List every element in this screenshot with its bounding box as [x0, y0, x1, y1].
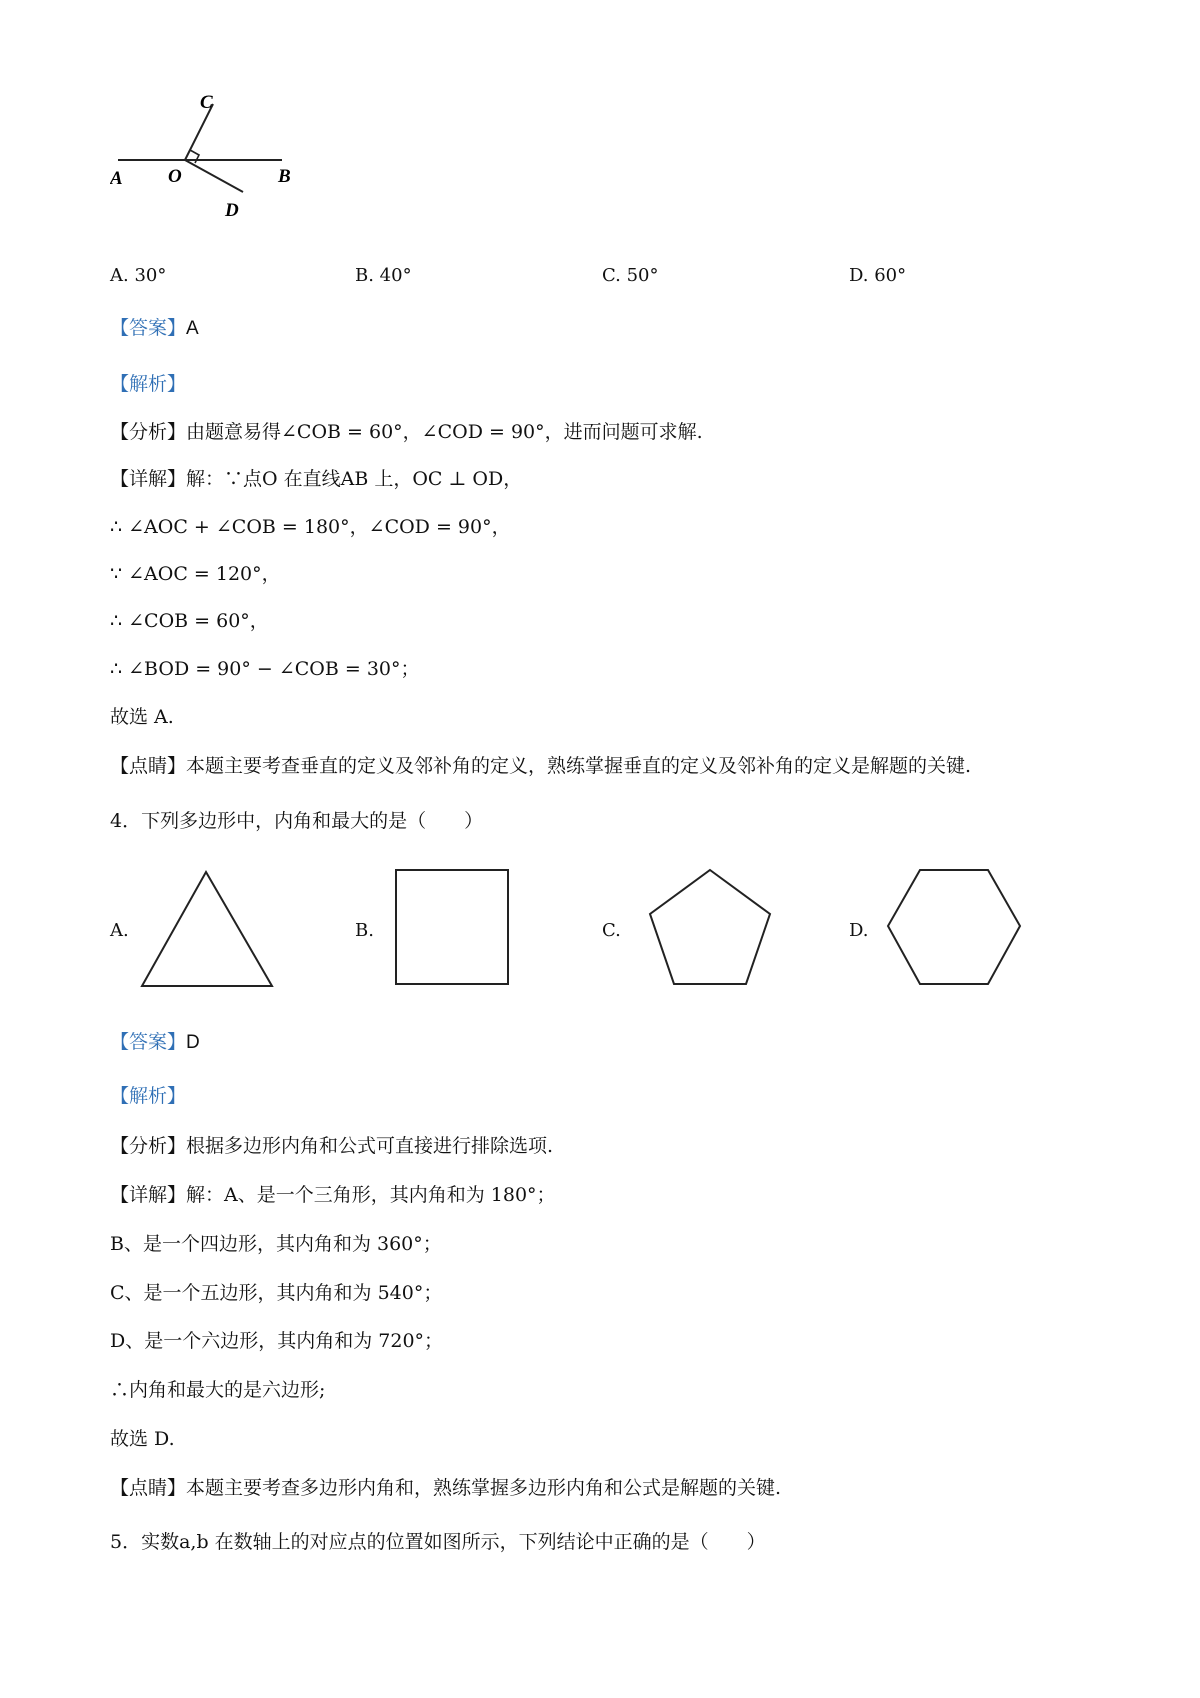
q4-option-c-label: C.	[602, 920, 621, 941]
angle-figure	[110, 88, 310, 228]
ray-od	[185, 160, 243, 192]
label-o: O	[168, 166, 182, 187]
q3-answer-value: A	[186, 318, 199, 339]
q3-answer-line	[110, 314, 199, 343]
q4-question: 4．下列多边形中，内角和最大的是（ ）	[110, 810, 484, 832]
label-c: C	[200, 92, 213, 113]
q4-detail-line-2: B、是一个四边形，其内角和为 360°；	[110, 1233, 442, 1255]
q3-analysis-tag: 【解析】	[110, 373, 187, 395]
q4-option-a-label: A.	[110, 920, 129, 941]
q3-detail-line-2: ∴ ∠AOC + ∠COB = 180°，∠COD = 90°，	[110, 516, 511, 538]
q3-choice-line: 故选 A.	[110, 706, 174, 728]
answer-tag: 【答案】	[110, 317, 187, 339]
q4-answer-line	[110, 1028, 200, 1057]
q3-detail-line-5: ∴ ∠BOD = 90° − ∠COB = 30°；	[110, 658, 420, 680]
triangle-shape	[138, 868, 278, 992]
q3-comment-line: 【点睛】本题主要考查垂直的定义及邻补角的定义，熟练掌握垂直的定义及邻补角的定义是解题的关键.	[110, 755, 972, 777]
q4-option-b-label: B.	[355, 920, 374, 941]
q4-option-d-label: D.	[849, 920, 869, 941]
q4-detail-line-3: C、是一个五边形，其内角和为 540°；	[110, 1282, 443, 1304]
q3-detail-line-1: 【详解】解：∵点O 在直线AB 上，OC ⊥ OD，	[110, 468, 523, 490]
q4-choice-line: 故选 D.	[110, 1428, 175, 1450]
pentagon-shape	[646, 866, 776, 992]
label-d: D	[225, 200, 239, 221]
q4-answer-value: D	[186, 1032, 200, 1053]
q3-analysis-line-1: 【分析】由题意易得∠COB = 60°，∠COD = 90°，进而问题可求解.	[110, 421, 703, 443]
q4-comment-line: 【点睛】本题主要考查多边形内角和，熟练掌握多边形内角和公式是解题的关键.	[110, 1477, 782, 1499]
q3-option-a: A. 30°	[110, 265, 167, 286]
hexagon-shape	[884, 866, 1024, 990]
q5-question: 5．实数a,b 在数轴上的对应点的位置如图所示，下列结论中正确的是（ ）	[110, 1531, 766, 1553]
q4-analysis-tag: 【解析】	[110, 1085, 187, 1107]
q4-detail-line-5: ∴内角和最大的是六边形;	[110, 1379, 326, 1401]
right-angle-mark	[190, 150, 199, 163]
label-a: A	[110, 168, 123, 189]
q3-option-b: B. 40°	[355, 265, 412, 286]
q4-detail-line-4: D、是一个六边形，其内角和为 720°；	[110, 1330, 444, 1352]
square-shape	[392, 866, 516, 990]
q3-detail-line-4: ∴ ∠COB = 60°，	[110, 610, 269, 632]
q4-analysis-line: 【分析】根据多边形内角和公式可直接进行排除选项.	[110, 1135, 554, 1157]
q3-detail-line-3: ∵ ∠AOC = 120°，	[110, 563, 281, 585]
q3-option-d: D. 60°	[849, 265, 907, 286]
label-b: B	[278, 166, 291, 187]
q3-option-c: C. 50°	[602, 265, 659, 286]
answer-tag: 【答案】	[110, 1031, 187, 1053]
q4-detail-line-1: 【详解】解：A、是一个三角形，其内角和为 180°；	[110, 1184, 556, 1206]
